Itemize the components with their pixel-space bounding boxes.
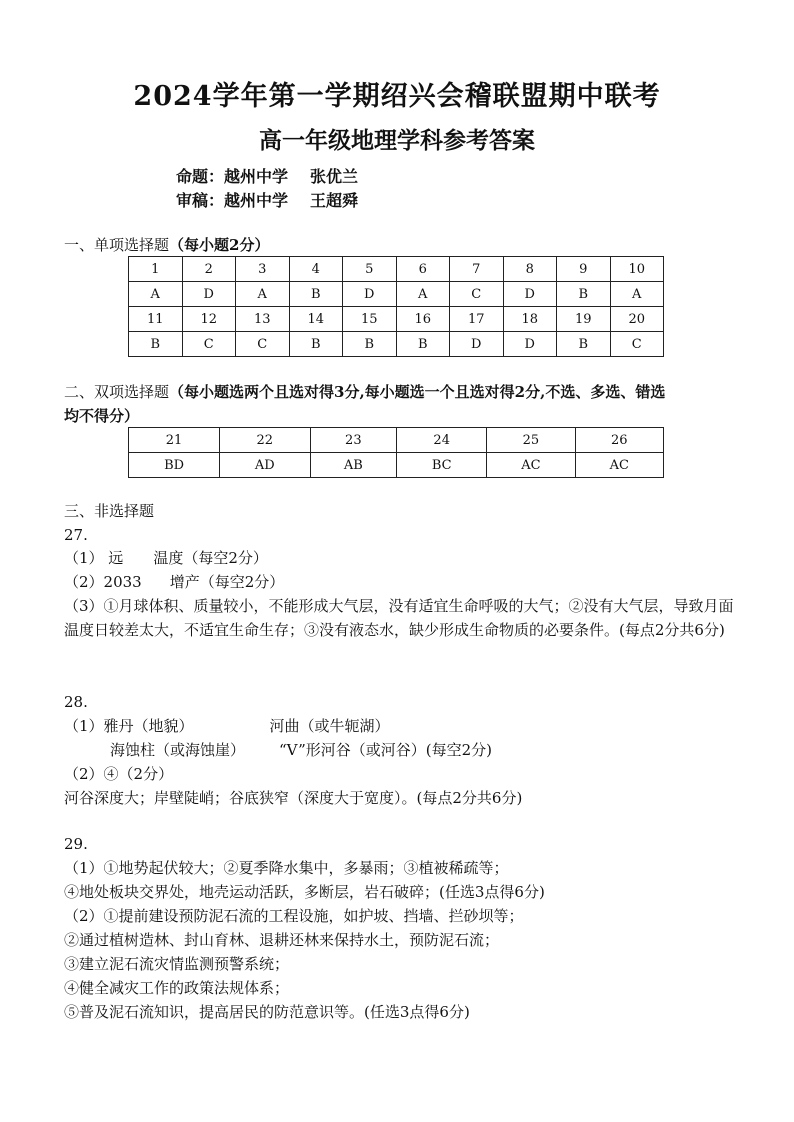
q29-part2-line4: ④健全减灾工作的政策法规体系； [64,979,290,997]
single-choice-cell: B [557,332,611,357]
q28-part1-d: “V”形河谷（或河谷）(每空2分) [279,741,492,759]
single-choice-cell: A [129,282,183,307]
single-choice-cell: 14 [289,307,343,332]
single-choice-cell: 6 [396,257,450,282]
author-label: 命题：越州中学 [176,167,289,186]
q28-number: 28. [64,693,88,711]
double-choice-row [129,453,664,478]
single-choice-cell: 11 [129,307,183,332]
q29-part1-line2: ④地处板块交界处，地壳运动活跃，多断层，岩石破碎；(任选3点得6分) [64,883,545,901]
single-choice-cell: C [450,282,504,307]
double-choice-cell: 25 [487,428,575,453]
q29-part2-line1: （2）①提前建设预防泥石流的工程设施，如护坡、挡墙、拦砂坝等； [64,907,524,925]
double-choice-cell: AC [575,453,663,478]
single-choice-row [129,307,664,332]
reviewer-line [176,188,358,211]
q28-part1-cont [110,738,492,762]
single-choice-cell: 16 [396,307,450,332]
single-choice-cell: 17 [450,307,504,332]
reviewer-label: 审稿：越州中学 [176,191,289,210]
single-choice-cell: B [557,282,611,307]
single-choice-cell: 5 [343,257,397,282]
single-choice-cell: 10 [610,257,664,282]
q28-part2-detail: 河谷深度大；岸壁陡峭；谷底狭窄（深度大于宽度）。(每点2分共6分) [64,789,523,807]
q29-part2-line3: ③建立泥石流灾情监测预警系统； [64,955,290,973]
q29-part1-line1: （1）①地势起伏较大；②夏季降水集中，多暴雨；③植被稀疏等； [64,859,509,877]
q28-part2: （2）④（2分） [64,765,174,783]
single-choice-row [129,282,664,307]
page-subtitle: 高一年级地理学科参考答案 [259,127,535,154]
q27-part1-b: 温度（每空2分） [153,549,268,567]
double-choice-cell: 23 [310,428,397,453]
q27-part2 [64,570,284,594]
single-choice-cell: C [236,332,290,357]
single-choice-cell: 7 [450,257,504,282]
single-choice-cell: D [450,332,504,357]
section3-heading: 三、非选择题 [64,502,155,520]
double-choice-cell: AD [220,453,310,478]
single-choice-cell: D [503,282,557,307]
double-choice-cell: BD [129,453,220,478]
single-choice-cell: A [396,282,450,307]
section1-heading-title: 一、单项选择题 [64,236,170,254]
single-choice-cell: B [343,332,397,357]
double-choice-cell: AB [310,453,397,478]
double-choice-cell: 22 [220,428,310,453]
single-choice-cell: B [289,282,343,307]
single-choice-cell: D [503,332,557,357]
single-choice-cell: 1 [129,257,183,282]
q28-part1-c: 海蚀柱（或海蚀崖） [110,741,246,759]
q27-part1-a: （1） 远 [64,549,124,567]
double-choice-cell: 24 [397,428,487,453]
single-choice-cell: 18 [503,307,557,332]
section2-heading-cont [64,405,139,426]
q27-number: 27. [64,526,88,544]
single-choice-cell: 20 [610,307,664,332]
single-choice-cell: 8 [503,257,557,282]
reviewer-name: 王超舜 [310,191,359,210]
single-choice-cell: 15 [343,307,397,332]
double-choice-answer-table [128,427,664,478]
q29-part2-line2: ②通过植树造林、封山育林、退耕还林来保持水土，预防泥石流； [64,931,500,949]
double-choice-cell: 26 [575,428,663,453]
q27-part2-b: 增产（每空2分） [169,573,285,591]
single-choice-cell: B [396,332,450,357]
single-choice-cell: C [610,332,664,357]
author-name: 张优兰 [310,167,359,186]
q28-part1 [64,714,390,738]
single-choice-cell: 3 [236,257,290,282]
page-title: 2024学年第一学期绍兴会稽联盟期中联考 [133,81,661,112]
q29-number: 29. [64,835,88,853]
double-choice-cell: BC [397,453,487,478]
author-line [176,164,358,187]
single-choice-cell: A [236,282,290,307]
section2-heading-note: （每小题选两个且选对得3分,每小题选一个且选对得2分,不选、多选、错选 [169,383,666,401]
q27-part1 [64,546,268,570]
double-choice-cell: AC [487,453,575,478]
section2-heading [64,381,665,402]
q28-part1-a: （1）雅丹（地貌） [64,717,194,735]
single-choice-cell: D [182,282,236,307]
section2-heading-note-cont: 均不得分） [64,407,140,425]
single-choice-cell: B [129,332,183,357]
q27-part3: （3）①月球体积、质量较小，不能形成大气层，没有适宜生命呼吸的大气；②没有大气层，导致月面温度日较差太大，不适宜生命生存；③没有液态水，缺少形成生命物质的必要条件。(每点2分共6分) [64,597,734,639]
section1-heading-note: （每小题2分） [169,236,270,254]
single-choice-cell: 19 [557,307,611,332]
single-choice-cell: 13 [236,307,290,332]
single-choice-cell: 12 [182,307,236,332]
single-choice-answer-table [128,256,664,357]
double-choice-cell: 21 [129,428,220,453]
section1-heading [64,234,269,255]
single-choice-row [129,332,664,357]
q29-part2-line5: ⑤普及泥石流知识，提高居民的防范意识等。(任选3点得6分) [64,1003,470,1021]
double-choice-row [129,428,664,453]
q28-part1-b: 河曲（或牛轭湖） [269,717,390,735]
single-choice-cell: C [182,332,236,357]
single-choice-cell: 4 [289,257,343,282]
section2-heading-title: 二、双项选择题 [64,383,170,401]
single-choice-cell: 2 [182,257,236,282]
single-choice-cell: B [289,332,343,357]
q27-part2-a: （2）2033 [64,573,142,591]
single-choice-cell: A [610,282,664,307]
single-choice-cell: 9 [557,257,611,282]
single-choice-row [129,257,664,282]
single-choice-cell: D [343,282,397,307]
